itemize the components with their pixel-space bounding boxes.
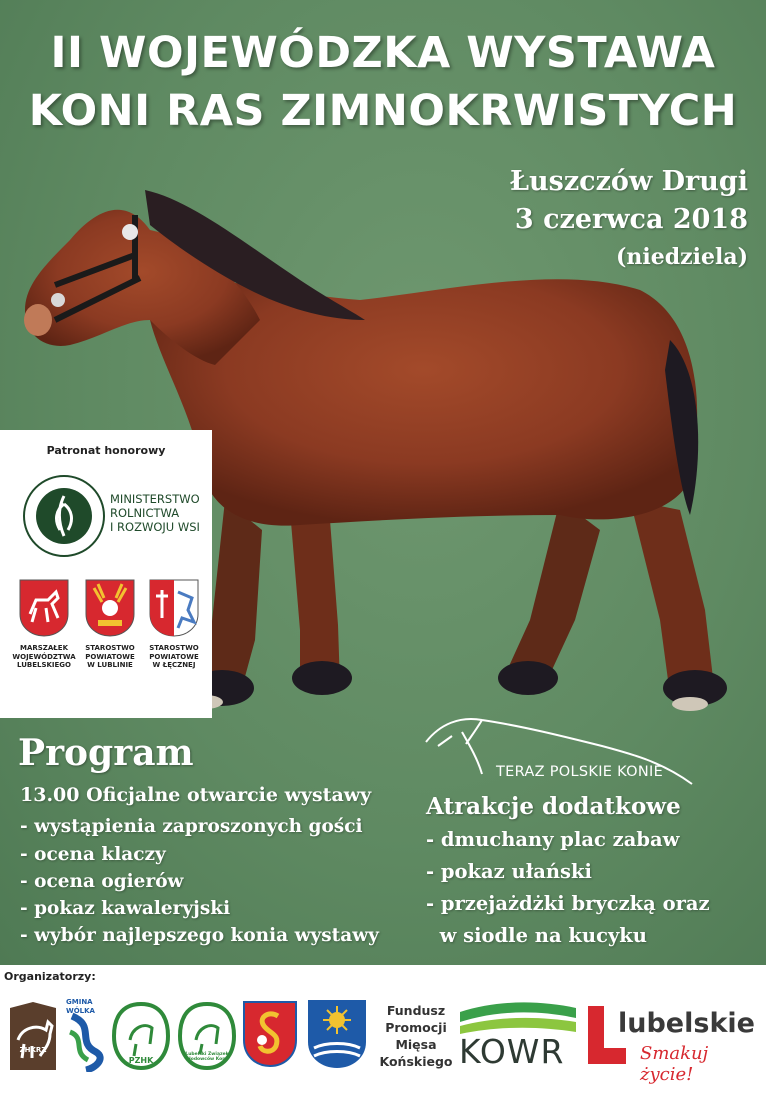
attraction-item: - pokaz ułański: [426, 860, 592, 883]
kowr-label: KOWR: [459, 1032, 565, 1071]
program-item: - ocena ogierów: [20, 871, 184, 892]
title-line-1: II WOJEWÓDZKA WYSTAWA: [50, 28, 716, 78]
patronage-panel: [0, 430, 212, 718]
kowr-logo-waves: [458, 1000, 578, 1034]
crest-label-marshal: MARSZAŁEK WOJEWÓDZTWA LUBELSKIEGO: [12, 644, 76, 669]
program-item: - ocena klaczy: [20, 844, 166, 865]
program-opening: 13.00 Oficjalne otwarcie wystawy: [20, 784, 372, 806]
attraction-item: w siodle na kucyku: [426, 924, 647, 947]
event-place: Łuszczów Drugi: [509, 166, 748, 197]
title-line-2: KONI RAS ZIMNOKRWISTYCH: [28, 86, 738, 136]
ministry-name: MINISTERSTWO ROLNICTWA I ROZWOJU WSI: [110, 492, 200, 534]
lzhk-label: Lubelski Związek Hodowców Koni: [185, 1052, 229, 1062]
program-item: - pokaz kawaleryjski: [20, 898, 231, 919]
crest-label-lublin-county: STAROSTWO POWIATOWE W LUBLINIE: [85, 644, 135, 669]
event-weekday: (niedziela): [615, 244, 748, 270]
zhkrz-logo: [6, 1000, 60, 1070]
lublin-voivodeship-crest-icon: [18, 578, 70, 638]
program-item: - wystąpienia zaproszonych gości: [20, 816, 363, 837]
ministry-seal-icon: [22, 474, 106, 558]
lubelskie-slogan: Smakuj życie!: [640, 1043, 709, 1085]
lublin-county-crest-icon: [84, 578, 136, 638]
jumping-horse-outline-icon: [422, 712, 702, 792]
pzhk-label: PZHK: [128, 1056, 154, 1065]
teraz-polskie-konie-label: TERAZ POLSKIE KONIE: [496, 764, 664, 780]
zhkrz-label: ZHKRZ: [19, 1046, 47, 1054]
patronage-title: Patronat honorowy: [46, 444, 166, 457]
commune-crest-blue-icon: [306, 998, 368, 1070]
event-date: 3 czerwca 2018: [514, 204, 748, 235]
leczna-county-crest-icon: [148, 578, 200, 638]
commune-crest-red-icon: [242, 1000, 298, 1068]
fund-promotion-label: Fundusz Promocji Mięsa Końskiego: [379, 1003, 453, 1069]
program-item: - wybór najlepszego konia wystawy: [20, 925, 379, 946]
wolka-label: GMINA WÓLKA: [66, 998, 95, 1015]
lubelskie-label: lubelskie: [618, 1008, 755, 1039]
wolka-commune-logo: [66, 1012, 106, 1072]
organizers-label: Organizatorzy:: [4, 970, 96, 983]
program-heading: Program: [18, 732, 194, 774]
attractions-heading: Atrakcje dodatkowe: [426, 793, 681, 820]
crest-label-leczna-county: STAROSTWO POWIATOWE W ŁĘCZNEJ: [149, 644, 199, 669]
attraction-item: - przejażdżki bryczką oraz: [426, 892, 710, 915]
attraction-item: - dmuchany plac zabaw: [426, 828, 680, 851]
